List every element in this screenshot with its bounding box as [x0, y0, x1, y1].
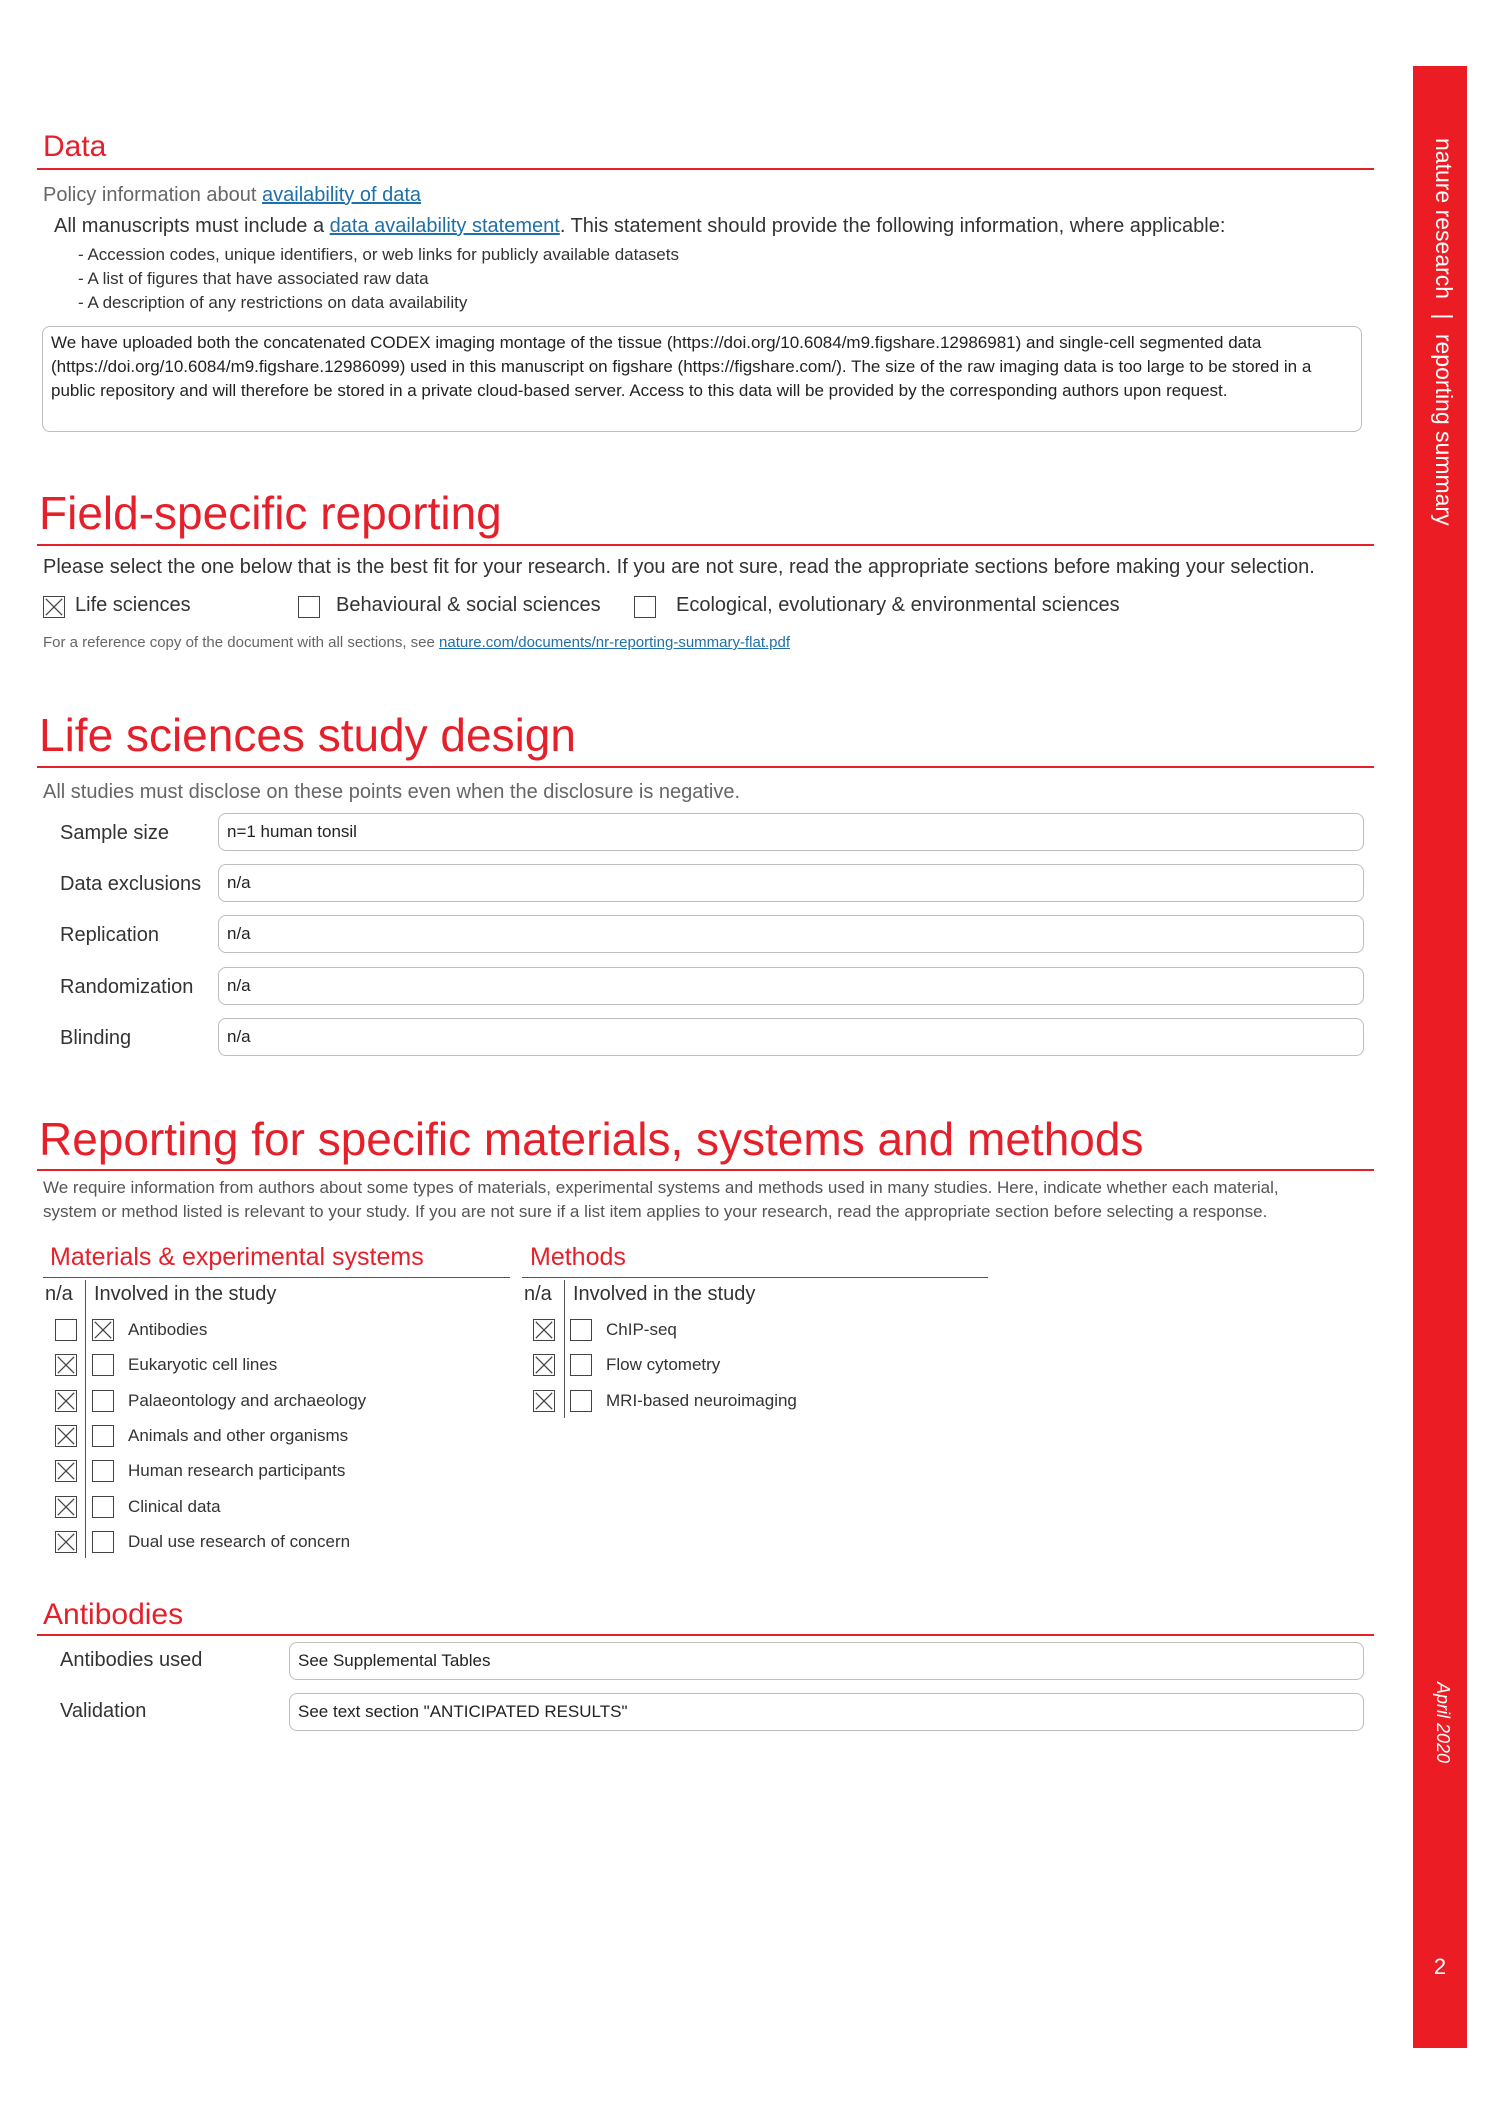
sidebar-band: [1413, 66, 1467, 2048]
sidebar-journal-title: nature research | reporting summary: [1431, 138, 1457, 526]
data-policy-line: Policy information about availability of data: [43, 184, 421, 206]
data-statement-line: All manuscripts must include a data availability statement. This statement should provide the following information, where applicable:: [54, 215, 1226, 237]
data-bullet-3: - A description of any restrictions on data availability: [78, 293, 468, 312]
sample-size-field[interactable]: n=1 human tonsil: [218, 813, 1364, 851]
study-design-title: Life sciences study design: [39, 709, 576, 761]
materials-label-dual-use-research-of-concern: Dual use research of concern: [128, 1531, 351, 1551]
materials-involved-checkbox-clinical-data[interactable]: [92, 1496, 114, 1518]
materials-na-checkbox-palaeontology-and-archaeology[interactable]: [55, 1390, 77, 1412]
materials-na-checkbox-clinical-data[interactable]: [55, 1496, 77, 1518]
methods-table-rule: [522, 1277, 988, 1278]
materials-intro-line-2: system or method listed is relevant to your study. If you are not sure if a list item applies to your research, read the appropriate section before selecting a response.: [43, 1202, 1268, 1221]
methods-table-heading: Methods: [530, 1243, 626, 1271]
antibodies-used-label: Antibodies used: [60, 1649, 203, 1671]
life-sciences-checkbox[interactable]: [43, 596, 65, 618]
materials-table-heading: Materials & experimental systems: [50, 1243, 424, 1271]
materials-involved-checkbox-eukaryotic-cell-lines[interactable]: [92, 1354, 114, 1376]
reference-copy-line: For a reference copy of the document with all sections, see nature.com/documents/nr-reporting-summary-flat.pdf: [43, 634, 791, 651]
materials-label-animals-and-other-organisms: Animals and other organisms: [128, 1425, 349, 1445]
materials-na-checkbox-animals-and-other-organisms[interactable]: [55, 1425, 77, 1447]
materials-na-checkbox-human-research-participants[interactable]: [55, 1460, 77, 1482]
materials-involved-checkbox-palaeontology-and-archaeology[interactable]: [92, 1390, 114, 1412]
materials-col-involved: Involved in the study: [94, 1283, 277, 1305]
methods-na-checkbox-flow-cytometry[interactable]: [533, 1354, 555, 1376]
field-specific-title: Field-specific reporting: [39, 487, 502, 539]
replication-label: Replication: [60, 924, 159, 946]
study-design-intro: All studies must disclose on these points even when the disclosure is negative.: [43, 781, 741, 803]
methods-involved-checkbox-chip-seq[interactable]: [570, 1319, 592, 1341]
blinding-label: Blinding: [60, 1027, 132, 1049]
data-availability-response-field[interactable]: We have uploaded both the concatenated CODEX imaging montage of the tissue (https://doi.org/10.6084/m9.figshare.12986981) and single-cell segmented data (https://doi.org/10.6084/m9.figshare.12986099) used in this manuscript on figshare (https://figshare.com/). The size of the raw imaging data is too large to be stored in a public repository and will therefore be stored in a private cloud-based server. Access to this data will be provided by the corresponding authors upon request.: [42, 326, 1362, 432]
materials-na-checkbox-dual-use-research-of-concern[interactable]: [55, 1531, 77, 1553]
methods-involved-checkbox-flow-cytometry[interactable]: [570, 1354, 592, 1376]
antibodies-title: Antibodies: [43, 1598, 184, 1631]
materials-involved-checkbox-dual-use-research-of-concern[interactable]: [92, 1531, 114, 1553]
methods-label-chip-seq: ChIP-seq: [606, 1320, 677, 1339]
materials-label-human-research-participants: Human research participants: [128, 1461, 346, 1481]
materials-label-palaeontology-and-archaeology: Palaeontology and archaeology: [128, 1390, 367, 1410]
life-sciences-label: Life sciences: [75, 594, 191, 616]
field-specific-instruction: Please select the one below that is the best fit for your research. If you are not sure, read the appropriate sections before making your selection.: [43, 556, 1315, 578]
validation-field[interactable]: See text section "ANTICIPATED RESULTS": [289, 1693, 1364, 1731]
materials-intro-line-1: We require information from authors about some types of materials, experimental systems and methods used in many studies. Here, indicate whether each material,: [43, 1178, 1279, 1197]
ecological-sciences-label: Ecological, evolutionary & environmental sciences: [676, 594, 1120, 616]
materials-column-divider: [85, 1280, 86, 1558]
materials-title: Reporting for specific materials, systems and methods: [39, 1113, 1144, 1165]
antibodies-rule: [37, 1634, 1374, 1636]
study-design-rule: [37, 766, 1374, 768]
materials-label-antibodies: Antibodies: [128, 1320, 208, 1339]
page-number: 2: [1433, 1954, 1447, 1979]
materials-label-eukaryotic-cell-lines: Eukaryotic cell lines: [128, 1355, 278, 1375]
materials-label-clinical-data: Clinical data: [128, 1496, 221, 1516]
randomization-field[interactable]: n/a: [218, 967, 1364, 1005]
methods-column-divider: [564, 1280, 565, 1418]
methods-label-mri-based-neuroimaging: MRI-based neuroimaging: [606, 1390, 797, 1410]
materials-table-rule: [43, 1277, 510, 1278]
data-bullet-1: - Accession codes, unique identifiers, or web links for publicly available datasets: [78, 245, 679, 264]
methods-involved-checkbox-mri-based-neuroimaging[interactable]: [570, 1390, 592, 1412]
data-availability-statement-link[interactable]: data availability statement: [329, 215, 560, 237]
methods-na-checkbox-mri-based-neuroimaging[interactable]: [533, 1390, 555, 1412]
reporting-summary-pdf-link[interactable]: nature.com/documents/nr-reporting-summary-flat.pdf: [439, 634, 791, 651]
sample-size-label: Sample size: [60, 822, 169, 844]
antibodies-used-field[interactable]: See Supplemental Tables: [289, 1642, 1364, 1680]
data-exclusions-label: Data exclusions: [60, 873, 202, 895]
field-specific-rule: [37, 544, 1374, 546]
materials-involved-checkbox-animals-and-other-organisms[interactable]: [92, 1425, 114, 1447]
materials-rule: [37, 1169, 1374, 1171]
data-exclusions-field[interactable]: n/a: [218, 864, 1364, 902]
randomization-label: Randomization: [60, 976, 194, 998]
methods-col-na: n/a: [524, 1283, 552, 1305]
materials-col-na: n/a: [45, 1283, 73, 1305]
sidebar-date: April 2020: [1433, 1682, 1453, 1764]
ecological-sciences-checkbox[interactable]: [634, 596, 656, 618]
methods-na-checkbox-chip-seq[interactable]: [533, 1319, 555, 1341]
materials-na-checkbox-antibodies[interactable]: [55, 1319, 77, 1341]
blinding-field[interactable]: n/a: [218, 1018, 1364, 1056]
data-section-rule: [37, 168, 1374, 170]
methods-col-involved: Involved in the study: [573, 1283, 756, 1305]
availability-of-data-link[interactable]: availability of data: [262, 184, 421, 206]
materials-na-checkbox-eukaryotic-cell-lines[interactable]: [55, 1354, 77, 1376]
behavioural-sciences-checkbox[interactable]: [298, 596, 320, 618]
data-bullet-2: - A list of figures that have associated raw data: [78, 269, 429, 288]
validation-label: Validation: [60, 1700, 147, 1722]
materials-involved-checkbox-human-research-participants[interactable]: [92, 1460, 114, 1482]
replication-field[interactable]: n/a: [218, 915, 1364, 953]
methods-label-flow-cytometry: Flow cytometry: [606, 1355, 721, 1375]
behavioural-sciences-label: Behavioural & social sciences: [336, 594, 601, 616]
materials-involved-checkbox-antibodies[interactable]: [92, 1319, 114, 1341]
data-section-title: Data: [43, 130, 107, 163]
